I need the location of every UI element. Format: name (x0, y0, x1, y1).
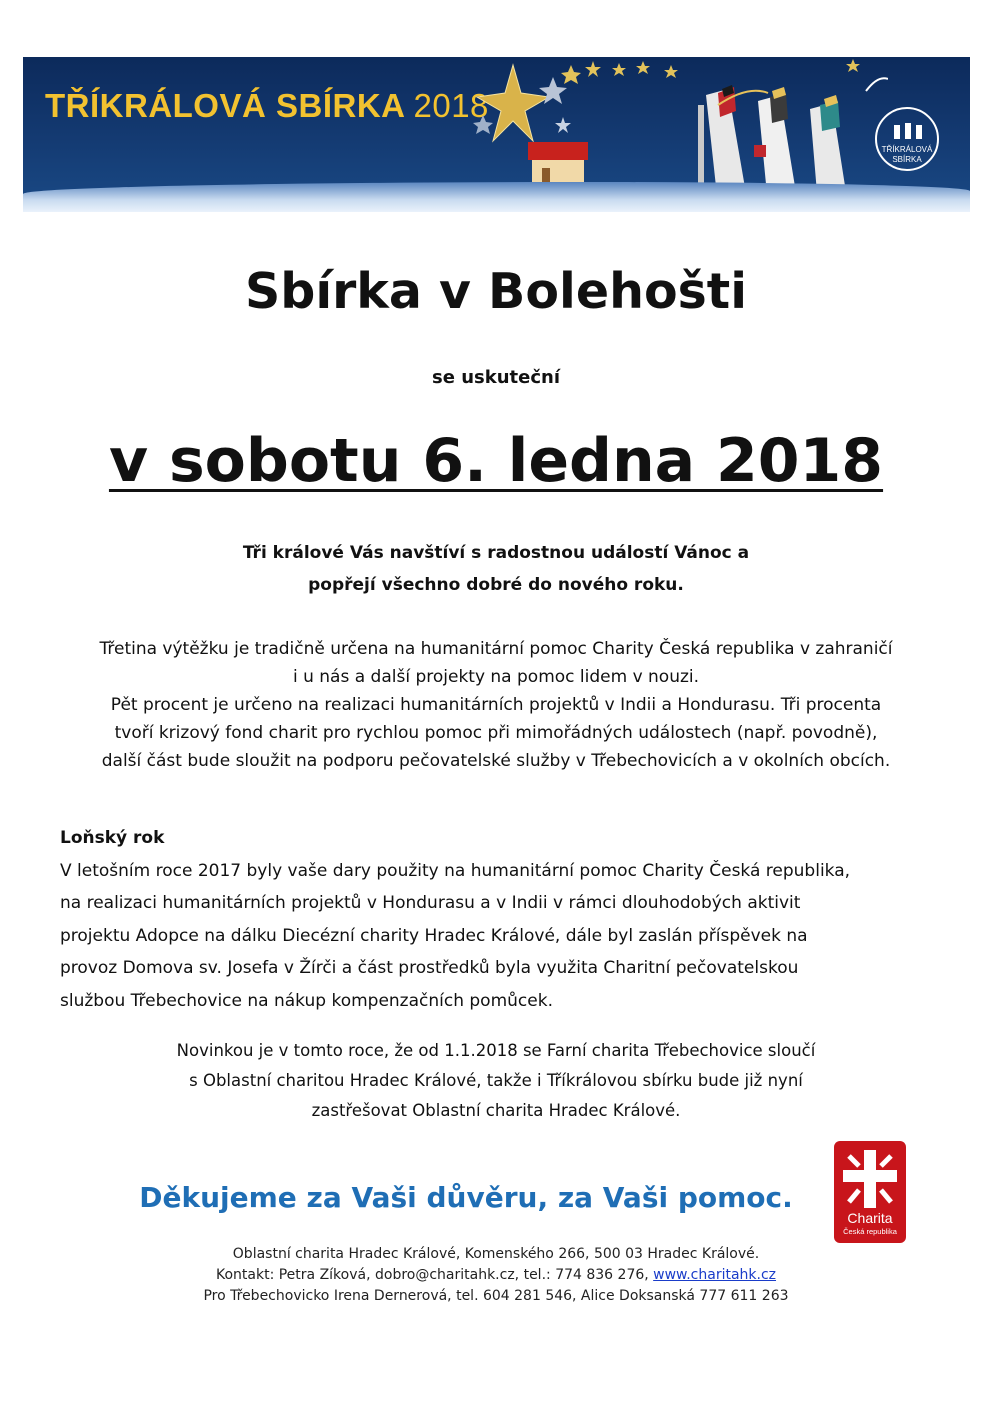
last-year-line: V letošním roce 2017 byly vaše dary použity na humanitární pomoc Charity Česká republika, (60, 860, 851, 881)
website-link[interactable]: www.charitahk.cz (653, 1267, 777, 1283)
footer-address: Oblastní charita Hradec Králové, Komenského 266, 500 03 Hradec Králové. (232, 1246, 760, 1262)
seal-text-1: TŘÍKRÁLOVÁ (881, 145, 933, 154)
star-icon (664, 65, 678, 78)
last-year-label: Loňský rok (60, 828, 165, 848)
logo-subtitle: Česká republika (843, 1227, 897, 1236)
last-year-line: provoz Domova sv. Josefa v Žírči a část prostředků byla využita Charitní pečovatelskou (60, 958, 799, 978)
allocation-line: tvoří krizový fond charit pro rychlou pomoc při mimořádných událostech (např. povodně), (114, 723, 878, 743)
news-line: s Oblastní charitou Hradec Králové, takže i Tříkrálovou sbírku bude již nyní (189, 1071, 803, 1090)
news-line: zastřešovat Oblastní charita Hradec Králové. (311, 1101, 681, 1120)
news-line: Novinkou je v tomto roce, že od 1.1.2018 se Farní charita Třebechovice sloučí (176, 1041, 816, 1060)
last-year-line: službou Třebechovice na nákup kompenzačních pomůcek. (60, 990, 553, 1011)
intro-line: popřejí všechno dobré do nového roku. (308, 575, 684, 595)
star-icon (561, 65, 581, 84)
page-subtitle: se uskuteční (432, 367, 560, 388)
banner-title-text: TŘÍKRÁLOVÁ SBÍRKA (45, 87, 406, 124)
last-year-line: projektu Adopce na dálku Diecézní charity Hradec Králové, dále byl zaslán příspěvek na (60, 925, 808, 946)
thank-you-message: Děkujeme za Vaši důvěru, za Vaši pomoc. (139, 1181, 793, 1214)
banner-title (45, 87, 489, 125)
event-date (0, 423, 992, 499)
allocation-line: další část bude sloužit na podporu pečovatelské služby v Třebechovicích a v okolních obcích. (101, 751, 891, 771)
allocation-line: Třetina výtěžku je tradičně určena na humanitární pomoc Charity Česká republika v zahraničí (99, 639, 893, 659)
intro-paragraph (50, 537, 942, 601)
allocation-line: i u nás a další projekty na pomoc lidem v nouzi. (292, 667, 700, 687)
star-icon (636, 61, 650, 74)
charita-logo (834, 1141, 906, 1243)
last-year-section (60, 822, 960, 1017)
banner-year: 2018 (413, 87, 489, 124)
star-icon (612, 63, 626, 76)
snow-hill (23, 182, 970, 212)
news-paragraph (50, 1036, 942, 1126)
footer-contacts (0, 1244, 992, 1307)
page-title: Sbírka v Bolehošti (244, 263, 747, 320)
star-icon (473, 115, 493, 134)
header-banner (23, 57, 970, 212)
event-date-text: v sobotu 6. ledna 2018 (108, 426, 884, 496)
allocation-line: Pět procent je určeno na realizaci humanitárních projektů v Indii a Hondurasu. Tři procenta (110, 695, 882, 715)
intro-line: Tři králové Vás navštíví s radostnou událostí Vánoc a (242, 543, 750, 563)
star-icon (585, 61, 601, 77)
footer-regional-contact: Pro Třebechovicko Irena Dernerová, tel. 604 281 546, Alice Doksanská 777 611 263 (203, 1288, 789, 1304)
charita-cross-icon (843, 1150, 897, 1208)
trikralova-sbirka-seal (875, 107, 939, 171)
seal-text-2: SBÍRKA (892, 155, 922, 164)
allocation-paragraph (50, 635, 942, 775)
crowns-icon (891, 121, 925, 141)
last-year-line: na realizaci humanitárních projektů v Hondurasu a v Indii v rámci dlouhodobých aktivit (60, 893, 801, 913)
footer-contact: Kontakt: Petra Zíková, dobro@charitahk.cz, tel.: 774 836 276, (215, 1267, 654, 1283)
star-icon (555, 117, 571, 133)
logo-name: Charita (847, 1210, 893, 1226)
